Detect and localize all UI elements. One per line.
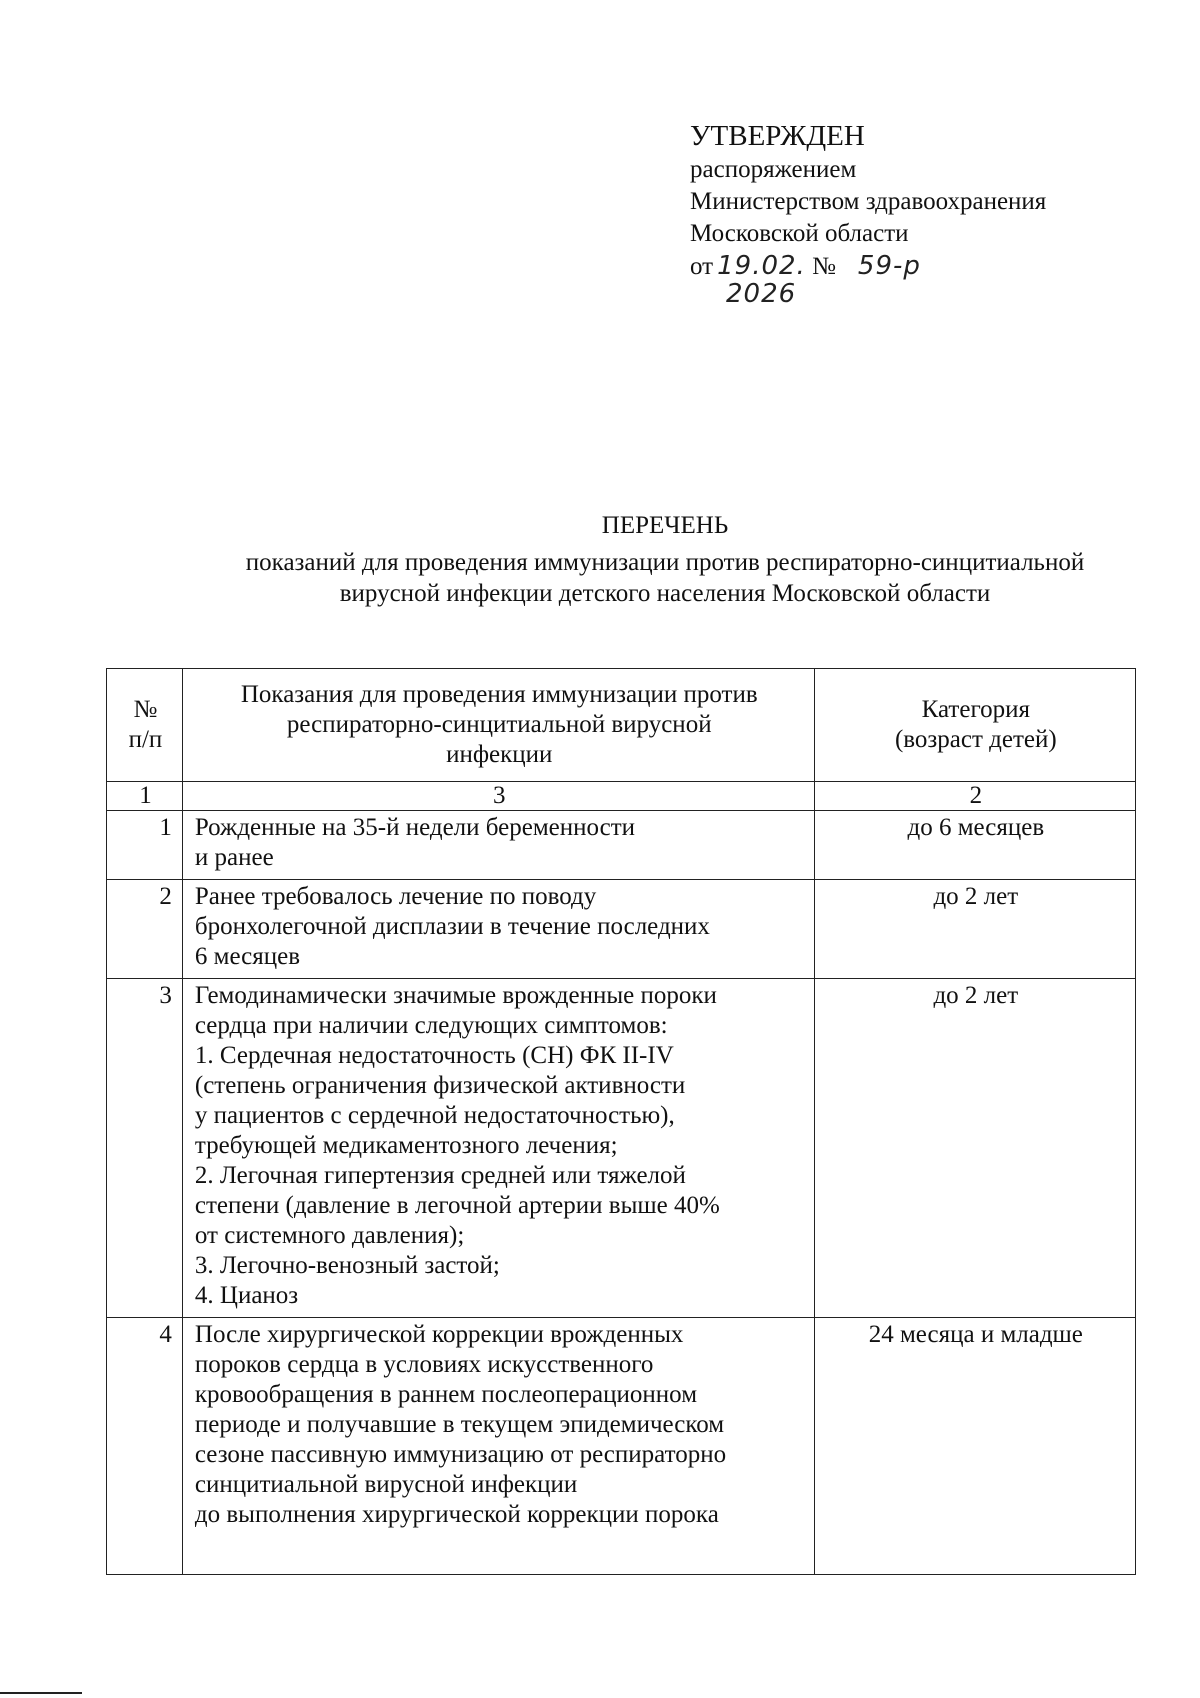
row-indication bbox=[182, 1318, 814, 1575]
row-category: до 6 месяцев bbox=[814, 811, 1135, 880]
column-number: 2 bbox=[814, 782, 1135, 811]
document-subtitle-line-1: показаний для проведения иммунизации против респираторно-синцитиальной bbox=[245, 549, 1085, 576]
handwritten-number: 59-р bbox=[857, 251, 921, 281]
indication-line: до выполнения хирургической коррекции порока bbox=[194, 1501, 719, 1528]
table-row bbox=[107, 880, 1136, 979]
indication-line: Рожденные на 35-й недели беременности bbox=[194, 814, 636, 841]
column-numbers-row bbox=[107, 782, 1136, 811]
header-indication-line-3: инфекции bbox=[446, 741, 553, 768]
approval-line-order: распоряжением bbox=[690, 156, 857, 183]
row-category: до 2 лет bbox=[814, 979, 1135, 1318]
row-category: 24 месяца и младше bbox=[814, 1318, 1135, 1575]
header-num bbox=[107, 669, 183, 782]
row-indication bbox=[182, 811, 814, 880]
row-indication bbox=[182, 979, 814, 1318]
table-header-row bbox=[107, 669, 1136, 782]
document-subtitle-line-2: вирусной инфекции детского населения Московской области bbox=[339, 580, 991, 607]
indication-line: (степень ограничения физической активности bbox=[194, 1072, 686, 1099]
indication-line: требующей медикаментозного лечения; bbox=[194, 1132, 618, 1159]
document-title: ПЕРЕЧЕНЬ bbox=[601, 512, 729, 539]
row-number: 1 bbox=[107, 811, 183, 880]
approval-heading: УТВЕРЖДЕН bbox=[690, 120, 865, 152]
table-row bbox=[107, 811, 1136, 880]
indication-line: бронхолегочной дисплазии в течение последних bbox=[194, 913, 710, 940]
indication-line: у пациентов с сердечной недостаточностью), bbox=[194, 1102, 675, 1129]
row-number: 2 bbox=[107, 880, 183, 979]
indication-line: степени (давление в легочной артерии выше 40% bbox=[194, 1192, 720, 1219]
approval-date-number-line bbox=[690, 250, 1046, 309]
handwritten-year: 2026 bbox=[726, 279, 797, 309]
indication-line: от системного давления); bbox=[194, 1222, 465, 1249]
indications-table bbox=[106, 668, 1136, 1575]
row-number: 4 bbox=[107, 1318, 183, 1575]
row-indication bbox=[182, 880, 814, 979]
indication-line: периоде и получавшие в текущем эпидемическом bbox=[194, 1411, 725, 1438]
table-row bbox=[107, 1318, 1136, 1575]
header-category-line-1: Категория bbox=[921, 696, 1030, 723]
header-category bbox=[814, 669, 1135, 782]
table-row bbox=[107, 979, 1136, 1318]
approval-line-region: Московской области bbox=[690, 220, 909, 247]
document-title-block bbox=[170, 510, 1160, 609]
header-indication-line-2: респираторно-синцитиальной вирусной bbox=[286, 711, 712, 738]
header-indication-line-1: Показания для проведения иммунизации против bbox=[240, 681, 758, 708]
indication-line: синцитиальной вирусной инфекции bbox=[194, 1471, 578, 1498]
column-number: 3 bbox=[182, 782, 814, 811]
header-num-line-1: № bbox=[133, 696, 158, 723]
approval-stamp-block bbox=[690, 118, 1047, 309]
approval-number-prefix: № bbox=[812, 253, 836, 280]
row-category: до 2 лет bbox=[814, 880, 1135, 979]
indication-line: После хирургической коррекции врожденных bbox=[194, 1321, 684, 1348]
header-indication bbox=[182, 669, 814, 782]
indication-line: 3. Легочно-венозный застой; bbox=[194, 1252, 500, 1279]
indication-line: 1. Сердечная недостаточность (СН) ФК II-IV bbox=[194, 1042, 674, 1069]
indication-line: сердца при наличии следующих симптомов: bbox=[194, 1012, 668, 1039]
indication-line: Гемодинамически значимые врожденные пороки bbox=[194, 982, 717, 1009]
header-category-line-2: (возраст детей) bbox=[894, 726, 1057, 753]
approval-line-ministry: Министерством здравоохранения bbox=[690, 188, 1047, 215]
indication-line: сезоне пассивную иммунизацию от респираторно bbox=[194, 1441, 727, 1468]
header-num-line-2: п/п bbox=[128, 726, 163, 753]
handwritten-date: 19.02. bbox=[717, 251, 806, 281]
page-edge-mark bbox=[0, 1692, 82, 1694]
indication-line: 6 месяцев bbox=[194, 943, 301, 970]
indication-line: и ранее bbox=[194, 844, 274, 871]
indication-line: 4. Цианоз bbox=[194, 1282, 299, 1309]
indication-line: кровообращения в раннем послеоперационном bbox=[194, 1381, 698, 1408]
indication-line: пороков сердца в условиях искусственного bbox=[194, 1351, 654, 1378]
row-number: 3 bbox=[107, 979, 183, 1318]
indication-line: Ранее требовалось лечение по поводу bbox=[194, 883, 597, 910]
indication-line: 2. Легочная гипертензия средней или тяжелой bbox=[194, 1162, 686, 1189]
column-number: 1 bbox=[107, 782, 183, 811]
approval-from-prefix: от bbox=[690, 253, 714, 280]
